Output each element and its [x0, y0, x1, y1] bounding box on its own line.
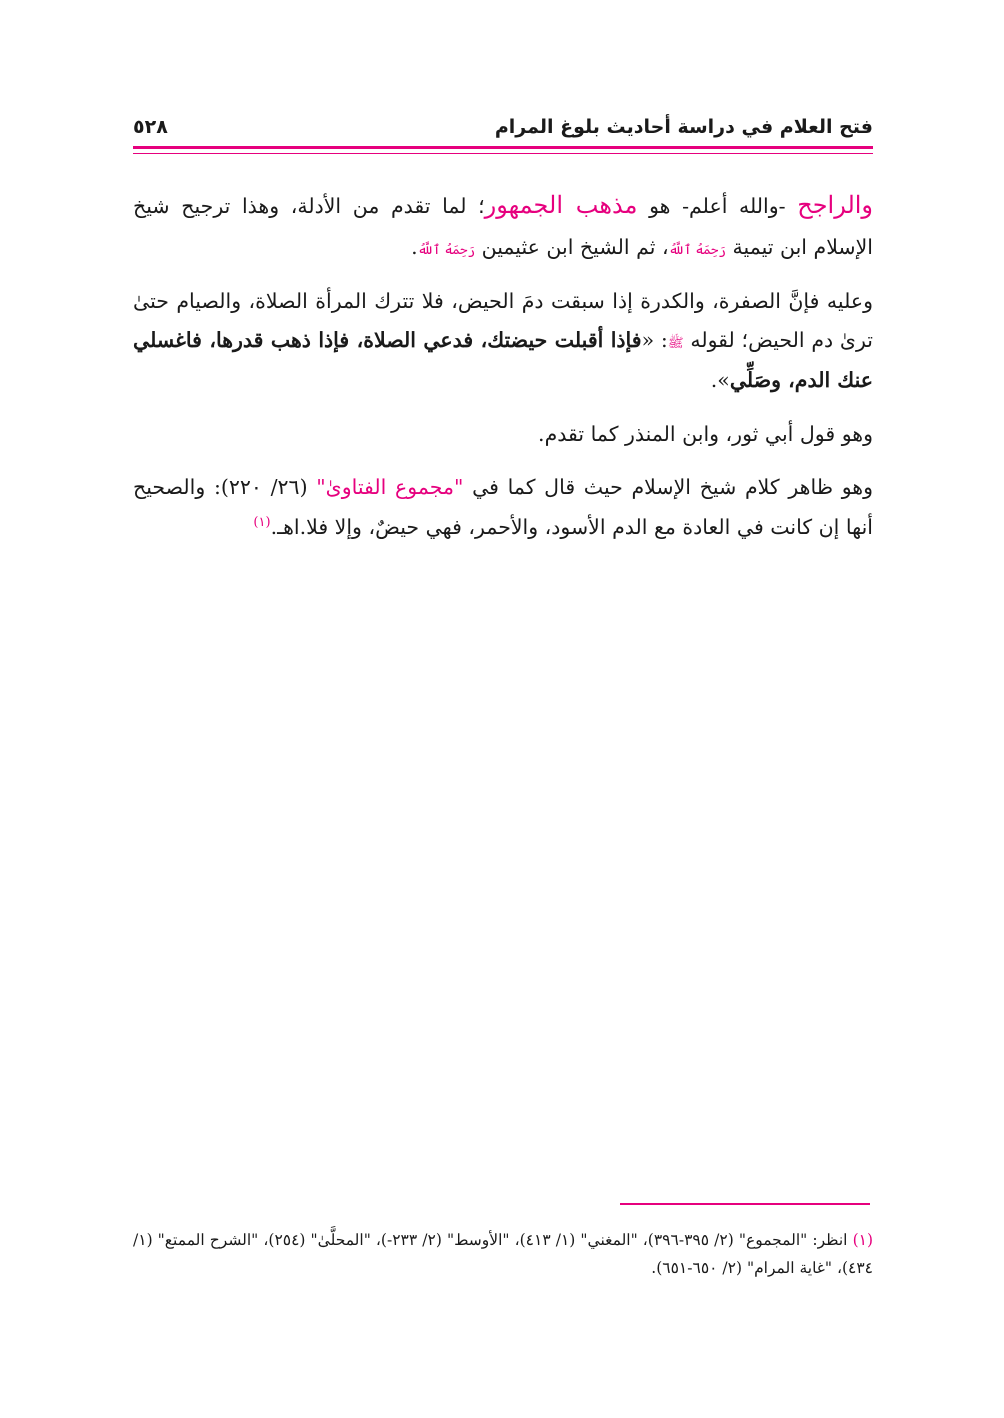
- footnote-reference: (١): [253, 514, 271, 530]
- source-title: "مجموع الفتاوىٰ": [316, 475, 464, 500]
- madhhab-highlight: مذهب الجمهور: [484, 191, 638, 219]
- book-title: فتح العلام في دراسة أحاديث بلوغ المرام: [494, 116, 873, 138]
- footnote-separator: [620, 1203, 870, 1205]
- hadith-quote: فإذا أقبلت حيضتك، فدعي الصلاة، فإذا ذهب قدرها، فاغسلي عنك الدم، وصَلِّي: [133, 328, 873, 392]
- paragraph-2: وعليه فإنَّ الصفرة، والكدرة إذا سبقت دمَ الحيض، فلا تترك المرأة الصلاة، والصيام حتىٰ ترىٰ دم الحيض؛ لقوله ﷺ: «فإذا أقبلت حيضتك، فدعي الصلاة، فإذا ذهب قدرها، فاغسلي عنك الدم، وصَلِّي».: [133, 288, 873, 392]
- footnote-text: انظر: "المجموع" (٢/ ٣٩٥-٣٩٦)، "المغني" (١/ ٤١٣)، "الأوسط" (٢/ ٢٣٣-)، "المحلَّىٰ" (٢٥٤)، "الشرح الممتع" (١/ ٤٣٤)، "غاية المرام" (٢/ ٦٥٠-٦٥١).: [133, 1231, 873, 1277]
- header-rule-thick: [133, 146, 873, 149]
- footnote-number: (١): [852, 1231, 874, 1249]
- paragraph-4: وهو ظاهر كلام شيخ الإسلام حيث قال كما في "مجموع الفتاوىٰ" (٢٦/ ٢٢٠): والصحيح أنها إن كانت في العادة مع الدم الأسود، والأحمر، فهي حيضٌ، وإلا فلا.اهـ.$^{(١)}$: [133, 475, 873, 539]
- header-rule-thin: [133, 153, 873, 154]
- running-header: [133, 112, 873, 142]
- page-number: ٥٢٨: [133, 116, 168, 138]
- rahimahullah-symbol: رَحِمَهُ ٱللَّهُ: [668, 243, 727, 259]
- rahimahullah-symbol: رَحِمَهُ ٱللَّهُ: [417, 243, 476, 259]
- paragraph-1: والراجح -والله أعلم- هو مذهب الجمهور؛ لما تقدم من الأدلة، وهذا ترجيح شيخ الإسلام ابن تيمية رَحِمَهُ ٱللَّهُ، ثم الشيخ ابن عثيمين رَحِمَهُ ٱللَّهُ.: [133, 191, 874, 260]
- paragraph-3: وهو قول أبي ثور، وابن المنذر كما تقدم.: [538, 421, 873, 446]
- salla-symbol: ﷺ: [667, 336, 684, 352]
- main-text: [133, 182, 873, 547]
- footnote: [133, 1227, 873, 1283]
- lead-word: والراجح: [797, 191, 874, 219]
